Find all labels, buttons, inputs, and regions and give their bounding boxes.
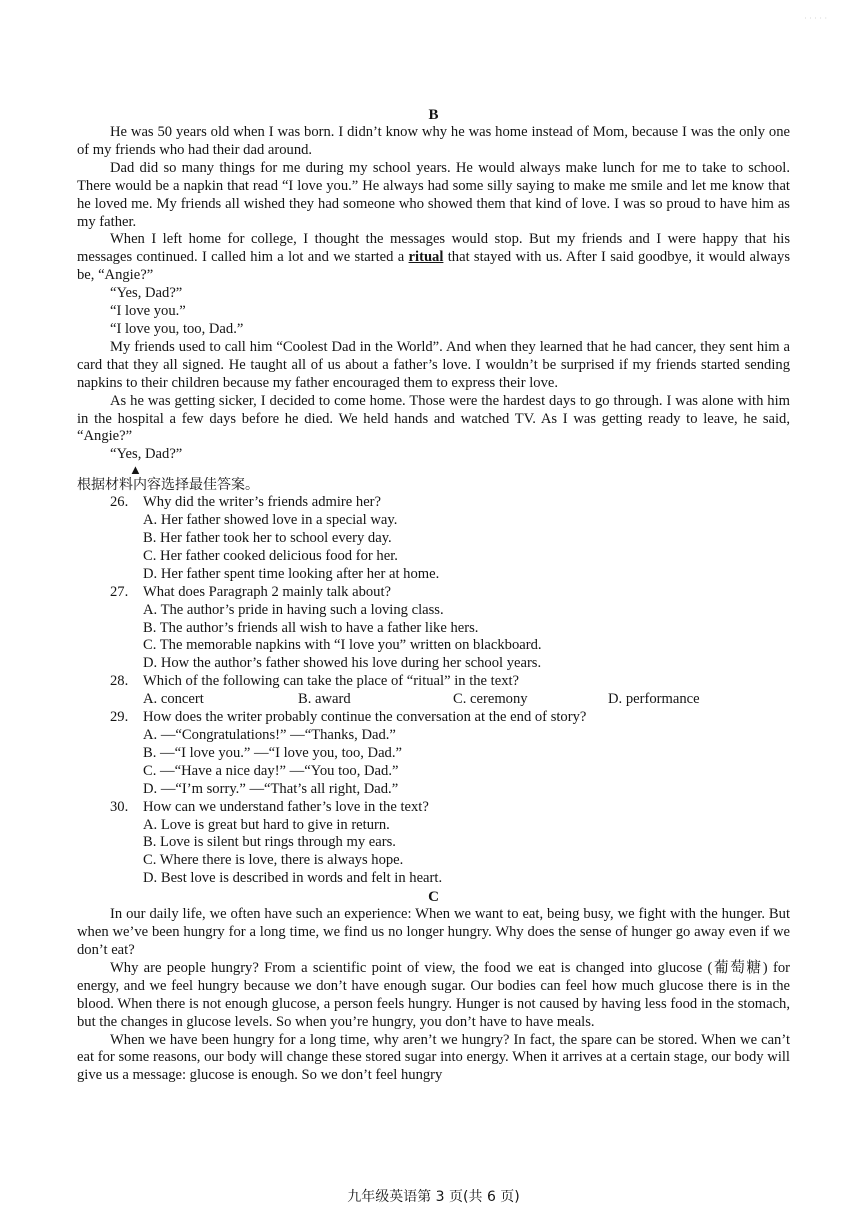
q29-option-c: C. —“Have a nice day!” —“You too, Dad.” [143,762,399,779]
q28-option-b: B. award [298,691,351,708]
dialogue-line-1: “Yes, Dad?” [110,285,183,302]
section-b-paragraph-2: Dad did so many things for me during my school years. He would always make lunch for me to take to school. There would be a napkin that read “I love you.” He always had some silly saying to make me smile and let me know that he loved me. My friends all wished they had someone who showed them that kind of love. I was so proud to have him as my father. [77,159,790,230]
q30-option-c: C. Where there is love, there is always hope. [143,852,404,869]
section-c-paragraph-3: When we have been hungry for a long time, why aren’t we hungry? In fact, the spare can be stored. When we can’t eat for some reasons, our body will change these stored sugar into energy. When it arrives at a certain stage, our body will give us a message: glucose is enough. So we don’t feel hungry [77,1031,790,1084]
question-text: Why did the writer’s friends admire her? [143,494,382,511]
q29-option-d: D. —“I’m sorry.” —“That’s all right, Dad.” [143,780,399,797]
section-c-title: C [428,889,439,906]
section-c-paragraph-2: Why are people hungry? From a scientific point of view, the food we eat is changed into glucose (葡萄糖) for energy, and we feel hungry because we don’t have enough sugar. Our bodies can feel how much glucose there is in the blood. When there is not enough glucose, a person feels hungry. Hunger is not caused by having less food in the stomach, but the changes in glucose levels. So when you’re hungry, you don’t have to have meals. [77,959,790,1030]
page-footer: 九年级英语第 3 页(共 6 页) [347,1189,520,1205]
section-c-paragraph-1: In our daily life, we often have such an experience: When we want to eat, being busy, we fight with the hunger. But when we’ve been hungry for a long time, we find us no longer hungry. Why does the sense of hunger go away even if we don’t eat? [77,906,790,958]
dialogue-line-4: “Yes, Dad?” [110,446,183,463]
q29-option-a: A. —“Congratulations!” —“Thanks, Dad.” [143,727,396,743]
section-b-paragraph-5: As he was getting sicker, I decided to come home. Those were the hardest days to go through. I was alone with him in the hospital a few days before he died. We held hands and watched TV. As I was getting ready to leave, he said, “Angie?” [77,392,790,445]
question-text: Which of the following can take the place of “ritual” in the text? [143,673,520,690]
question-text: How can we understand father’s love in the text? [143,798,429,815]
paragraph-3-after: that stayed with us. After I said goodbye, it would always be, “Angie?” [77,249,791,284]
q28-option-a: A. concert [143,691,204,708]
q28-option-c: C. ceremony [453,691,528,708]
q29-option-b: B. —“I love you.” —“I love you, too, Dad.” [143,744,402,761]
q30-option-d: D. Best love is described in words and felt in heart. [143,870,443,887]
paragraph-3-before: When I left home for college, I thought the messages would stop. But my friends and I were happy that his messages continued. I called him a lot and we started a [77,231,790,266]
dialogue-line-3: “I love you, too, Dad.” [110,320,244,337]
q27-option-d: D. How the author’s father showed his love during her school years. [143,655,542,672]
dialogue-line-2: “I love you.” [110,303,186,320]
page-content [77,106,790,1085]
q26-option-b: B. Her father took her to school every day. [143,530,392,547]
q26-option-c: C. Her father cooked delicious food for her. [143,547,398,564]
question-number: 27. [110,583,129,600]
question-text: What does Paragraph 2 mainly talk about? [143,583,392,600]
q26-option-a: A. Her father showed love in a special way. [143,512,398,529]
question-number: 26. [110,494,129,511]
q28-options [77,691,790,709]
question-number: 30. [110,798,129,815]
question-29 [77,709,790,727]
triangle-marker-icon: ▲ [129,462,142,478]
question-number: 28. [110,673,129,690]
section-b-paragraph-4: My friends used to call him “Coolest Dad in the World”. And when they learned that he had cancer, they sent him a card that they all signed. He taught all of us about a father’s love. I wouldn’t be surprised if my friends started sending napkins to their children because my father encouraged them to express their love. [77,338,790,391]
question-26 [77,494,790,512]
question-28 [77,673,790,691]
question-number: 29. [110,709,129,726]
question-30 [77,799,790,817]
q28-option-d: D. performance [608,691,700,708]
section-b-title: B [428,107,439,123]
section-b-paragraph-1: He was 50 years old when I was born. I didn’t know why he was home instead of Mom, because I was the only one of my friends who had their dad around. [77,124,790,158]
section-b-paragraph-3 [77,231,790,285]
corner-mark: · · · · · [804,14,827,23]
q27-option-b: B. The author’s friends all wish to have a father like hers. [143,619,479,636]
question-27 [77,584,790,602]
ritual-word: ritual [408,249,444,266]
question-text: How does the writer probably continue the conversation at the end of story? [143,709,587,726]
q27-option-c: C. The memorable napkins with “I love you” written on blackboard. [143,637,542,654]
q30-option-b: B. Love is silent but rings through my ears. [143,834,396,851]
instruction-text: 根据材料内容选择最佳答案。 [77,477,259,494]
q27-option-a: A. The author’s pride in having such a loving class. [143,601,444,618]
q30-option-a: A. Love is great but hard to give in return. [143,816,390,833]
q26-option-d: D. Her father spent time looking after her at home. [143,565,440,582]
